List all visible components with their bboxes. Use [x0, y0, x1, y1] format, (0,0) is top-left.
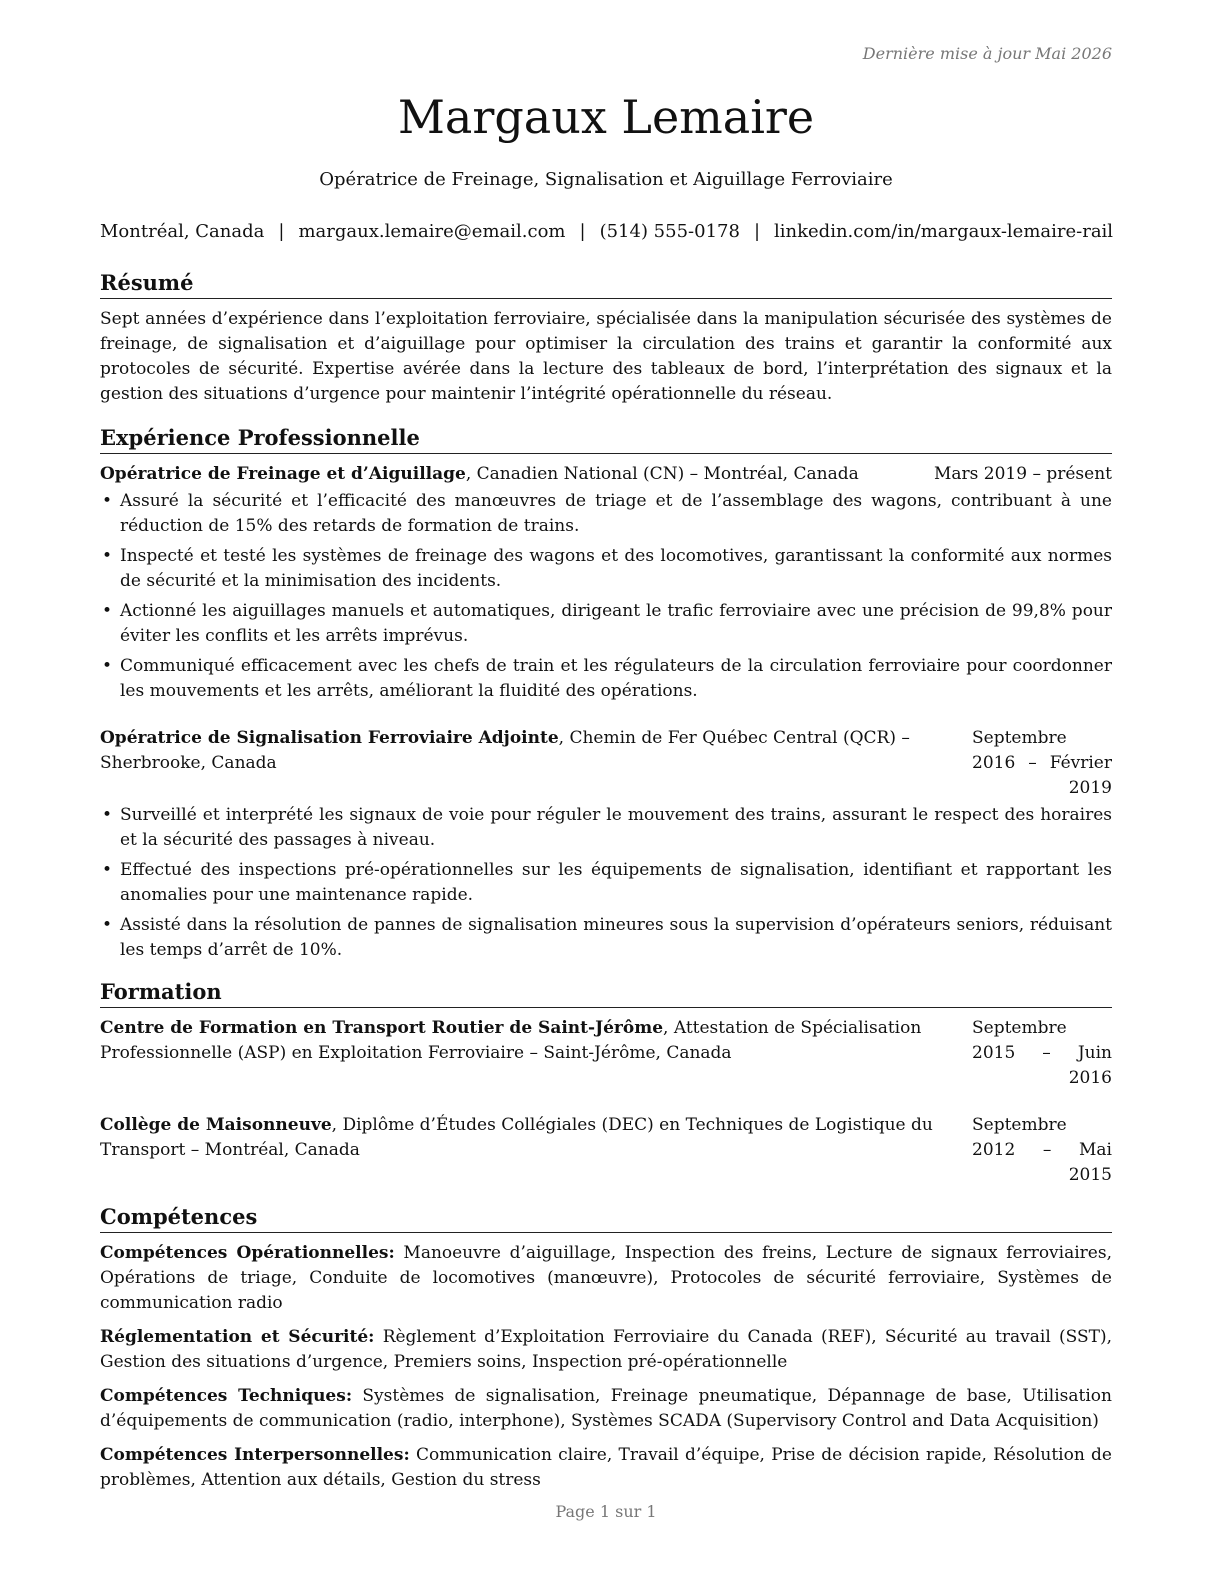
resume-page	[100, 0, 1112, 1584]
resume-content	[100, 268, 1112, 1503]
job-bullet: • Assuré la sécurité et l’efficacité des manœuvres de triage et de l’assemblage des wagons, contribuant à une réduction de 15% des retards de formation de trains.	[100, 489, 1112, 539]
job-dates: Mars 2019 – présent	[933, 464, 1112, 484]
education-dates: Septembre 2015 – Juin 2016	[972, 1018, 1112, 1088]
skill-group-text: Manoeuvre d’aiguillage, Inspection des freins, Lecture de signaux ferroviaires, Opérations de triage, Conduite de locomotives (manœuvre), Protocoles de sécurité ferroviaire, Systèmes de communication radio	[100, 1243, 1112, 1313]
education-title-line	[100, 1113, 972, 1163]
education-details: , Diplôme d’Études Collégiales (DEC) en Techniques de Logistique du Transport – Montréal, Canada	[100, 1115, 933, 1160]
job-bullets	[100, 489, 1112, 704]
education-entry	[100, 1016, 1112, 1091]
skills-section	[100, 1202, 1112, 1493]
experience-section	[100, 423, 1112, 963]
skill-group	[100, 1241, 1112, 1316]
contact-separator: |	[753, 221, 761, 242]
job-bullet: • Assisté dans la résolution de pannes de signalisation mineures sous la supervision d’opérateurs seniors, réduisant les temps d’arrêt de 10%.	[100, 913, 1112, 963]
page-number: Page 1 sur 1	[555, 1502, 657, 1521]
skill-group-text: Communication claire, Travail d’équipe, Prise de décision rapide, Résolution de problèmes, Attention aux détails, Gestion du stress	[100, 1445, 1112, 1490]
job-entry	[100, 726, 1112, 963]
contact-linkedin[interactable]: linkedin.com/in/margaux-lemaire-rail	[774, 221, 1114, 242]
job-role: Opératrice de Signalisation Ferroviaire Adjointe	[100, 728, 559, 748]
job-header	[100, 726, 1112, 801]
education-school: Centre de Formation en Transport Routier de Saint-Jérôme	[100, 1018, 664, 1038]
job-role: Opératrice de Freinage et d’Aiguillage	[100, 464, 466, 484]
education-title-line	[100, 1016, 972, 1066]
summary-section	[100, 268, 1112, 407]
job-bullet: • Inspecté et testé les systèmes de freinage des wagons et des locomotives, garantissant la conformité aux normes de sécurité et la minimisation des incidents.	[100, 544, 1112, 594]
skill-group-label: Réglementation et Sécurité:	[100, 1327, 375, 1347]
job-entry	[100, 462, 1112, 704]
contact-separator: |	[579, 221, 586, 242]
education-section	[100, 977, 1112, 1188]
job-header	[100, 462, 1112, 487]
education-heading: Formation	[100, 977, 1112, 1008]
education-details: , Attestation de Spécialisation Professionnelle (ASP) en Exploitation Ferroviaire – Saint-Jérôme, Canada	[100, 1018, 922, 1063]
contact-line	[100, 219, 1112, 245]
skill-group-label: Compétences Opérationnelles:	[100, 1243, 395, 1263]
education-header	[100, 1016, 1112, 1091]
education-header	[100, 1113, 1112, 1188]
education-entry	[100, 1113, 1112, 1188]
skills-heading: Compétences	[100, 1202, 1112, 1233]
skill-group-label: Compétences Techniques:	[100, 1386, 353, 1406]
skill-group	[100, 1325, 1112, 1375]
skill-group-label: Compétences Interpersonnelles:	[100, 1445, 410, 1465]
job-details: , Chemin de Fer Québec Central (QCR) – Sherbrooke, Canada	[100, 728, 910, 773]
job-bullet: • Actionné les aiguillages manuels et automatiques, dirigeant le trafic ferroviaire avec une précision de 99,8% pour éviter les conflits et les arrêts imprévus.	[100, 599, 1112, 649]
skill-group-text: Systèmes de signalisation, Freinage pneumatique, Dépannage de base, Utilisation d’équipements de communication (radio, interphone), Systèmes SCADA (Supervisory Control and Data Acquisition)	[100, 1386, 1112, 1431]
job-title-line	[100, 462, 934, 487]
skill-group	[100, 1384, 1112, 1434]
contact-phone: (514) 555-0178	[599, 221, 740, 242]
experience-heading: Expérience Professionnelle	[100, 423, 1112, 454]
skill-group	[100, 1443, 1112, 1493]
summary-text: Sept années d’expérience dans l’exploitation ferroviaire, spécialisée dans la manipulation sécurisée des systèmes de freinage, de signalisation et d’aiguillage pour optimiser la circulation des trains et garantir la conformité aux protocoles de sécurité. Expertise avérée dans la lecture des tableaux de bord, l’interprétation des signaux et la gestion des situations d’urgence pour maintenir l’intégrité opérationnelle du réseau.	[100, 309, 1112, 404]
education-school: Collège de Maisonneuve	[100, 1115, 332, 1135]
job-bullet: • Surveillé et interprété les signaux de voie pour réguler le mouvement des trains, assurant le respect des horaires et la sécurité des passages à niveau.	[100, 803, 1112, 853]
job-dates: Septembre 2016 – Février 2019	[972, 728, 1112, 798]
contact-email[interactable]: margaux.lemaire@email.com	[298, 221, 566, 242]
last-updated: Dernière mise à jour Mai 2026	[862, 44, 1112, 63]
skill-group-text: Règlement d’Exploitation Ferroviaire du Canada (REF), Sécurité au travail (SST), Gestion des situations d’urgence, Premiers soins, Inspection pré-opérationnelle	[100, 1327, 1113, 1372]
job-bullets	[100, 803, 1112, 963]
job-bullet: • Communiqué efficacement avec les chefs de train et les régulateurs de la circulation ferroviaire pour coordonner les mouvements et les arrêts, améliorant la fluidité des opérations.	[100, 654, 1112, 704]
candidate-title: Opératrice de Freinage, Signalisation et Aiguillage Ferroviaire	[319, 169, 893, 190]
contact-location: Montréal, Canada	[100, 221, 265, 242]
education-dates: Septembre 2012 – Mai 2015	[972, 1115, 1112, 1185]
summary-heading: Résumé	[100, 268, 1112, 299]
job-title-line	[100, 726, 972, 776]
job-bullet: • Effectué des inspections pré-opérationnelles sur les équipements de signalisation, identifiant et rapportant les anomalies pour une maintenance rapide.	[100, 858, 1112, 908]
contact-separator: |	[278, 221, 285, 242]
candidate-name: Margaux Lemaire	[397, 90, 815, 144]
job-details: , Canadien National (CN) – Montréal, Canada	[465, 464, 859, 484]
